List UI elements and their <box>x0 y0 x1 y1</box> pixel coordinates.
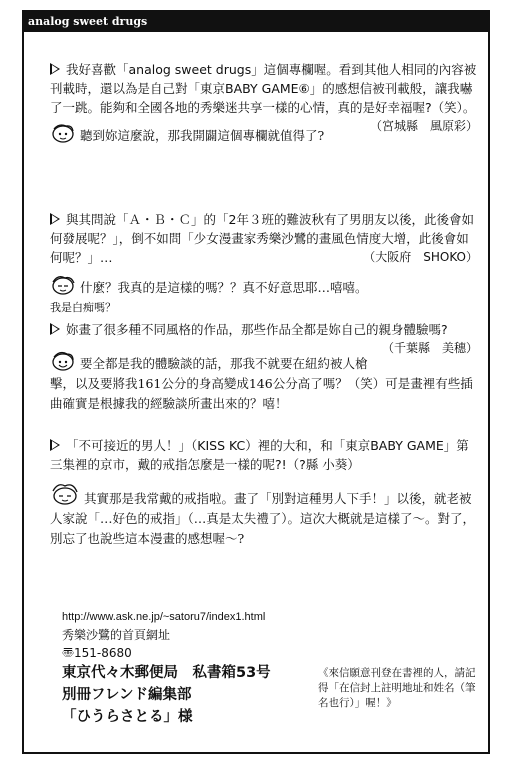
mailing-address <box>62 608 312 728</box>
column-header: analog sweet drugs <box>24 12 488 32</box>
author-face-icon <box>50 123 76 143</box>
letter-3 <box>50 320 478 414</box>
letter-1 <box>50 60 478 146</box>
answer-aside: 我是白痴嗎？ <box>50 301 116 314</box>
answer-text: 聽到妳這麼說，那我開闢這個專欄就值得了? <box>80 128 325 143</box>
letter-4 <box>50 436 478 549</box>
postal-code: 〠151-8680 <box>62 646 132 660</box>
question-text: 妳畫了很多種不同風格的作品，那些作品全都是妳自己的親身體驗嗎? <box>66 322 448 337</box>
letter-question <box>50 210 478 267</box>
page-frame <box>22 10 490 754</box>
submission-note: 《來信願意刊登在書裡的人，請記得「在信封上註明地址和姓名（筆名也行）」喔！》 <box>318 667 476 709</box>
signature: （大阪府 SHOKO） <box>363 250 478 264</box>
author-face-icon <box>50 482 80 506</box>
letter-question <box>50 60 478 133</box>
letter-answer <box>50 351 478 414</box>
answer-text: 什麼？我真的是這樣的嗎？？真不好意思耶…嘻嘻。 <box>80 280 368 295</box>
signature: （千葉縣 美穗） <box>381 341 478 355</box>
author-face-icon <box>50 275 76 295</box>
triangle-bullet-icon <box>50 63 60 75</box>
author-face-icon <box>50 351 76 371</box>
triangle-bullet-icon <box>50 323 60 335</box>
address-line-1: 東京代々木郵便局 私書箱53号 <box>62 665 271 681</box>
homepage-url[interactable]: http://www.ask.ne.jp/~satoru7/index1.html <box>62 611 266 623</box>
address-line-2: 別冊フレンド編集部 <box>62 687 192 703</box>
letter-answer <box>50 482 478 549</box>
letter-question <box>50 436 478 474</box>
answer-text: 要全都是我的體驗談的話，那我不就要在紐約被人槍擊，以及要將我161公分的身高變成146公分高了嗎？（笑）可是畫裡有些插曲確實是根據我的經驗談所畫出來的？嘻！ <box>50 356 473 411</box>
question-text: 與其問說「Ａ・Ｂ・Ｃ」的「2年３班的難波秋有了男朋友以後，此後會如何發展呢？」，倒不如問「少女漫畫家秀樂沙鷺的畫風色情度大增，此後會如何呢？」… <box>50 212 474 265</box>
signature: （宮城縣 風原彩） <box>369 119 478 133</box>
question-text: 我好喜歡「analog sweet drugs」這個專欄喔。看到其他人相同的內容被刊載時，還以為是自己對「東京BABY GAME⑥」的感想信被刊載般，讓我嚇了一跳。能夠和全國各地的秀樂迷共享一樣的心情，真的是好幸福喔?（笑）。 <box>50 62 477 115</box>
letter-answer <box>50 275 478 318</box>
triangle-bullet-icon <box>50 213 60 225</box>
answer-text: 其實那是我常戴的戒指啦。畫了「別對這種男人下手！」以後，就老被人家說「…好色的戒指」（…真是太失禮了）。這次大概就是這樣了～。對了，別忘了也說些這本漫畫的感想喔～? <box>50 491 476 546</box>
homepage-caption: 秀樂沙鷺的首頁網址 <box>62 628 171 642</box>
question-text: 「不可接近的男人！」（KISS KC）裡的大和，和「東京BABY GAME」第三集裡的京市，戴的戒指怎麼是一樣的呢?!（?縣 小葵） <box>50 438 469 472</box>
letter-2 <box>50 210 478 318</box>
letter-question <box>50 320 478 355</box>
triangle-bullet-icon <box>50 439 60 451</box>
address-line-3: 「ひうらさとる」様 <box>62 709 193 725</box>
